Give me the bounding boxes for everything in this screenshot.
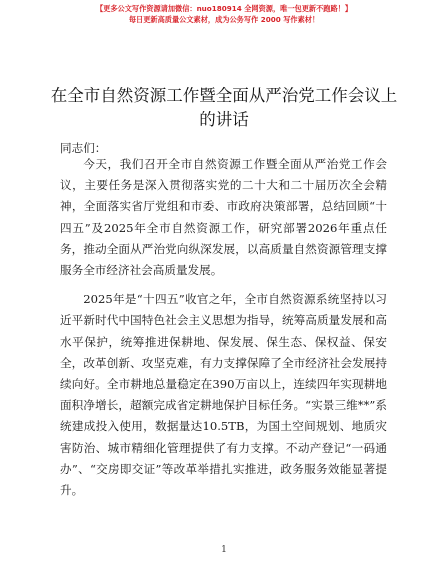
page-number: 1: [221, 545, 227, 555]
document-body: [60, 154, 387, 501]
paragraph-1: 今天，我们召开全市自然资源工作暨全面从严治党工作会议，主要任务是深入贯彻落实党的二十大和二十届历次全会精神，全面落实省厅党组和市委、市政府决策部署，总结回顾“十四五”及2025年全市自然资源工作，研究部署2026年重点任务，推动全面从严治党向纵深发展，以高质量自然资源管理支撑服务全市经济社会高质量发展。: [60, 157, 387, 278]
paragraph-2: 2025年是“十四五”收官之年，全市自然资源系统坚持以习近平新时代中国特色社会主义思想为指导，统筹高质量发展和高水平保护，统筹推进保耕地、保发展、保生态、保权益、保安全，改革创新、攻坚克难，有力支撑保障了全市经济社会发展持续向好。全市耕地总量稳定在390万亩以上，连续四年实现耕地面积净增长，超额完成省定耕地保护目标任务。“实景三维**”系统建成投入使用，数据量达10.5TB，为国土空间规划、地质灾害防治、城市精细化管理提供了有力支撑。不动产登记“一码通办”、“交房即交证”等改革举措扎实推进，政务服务效能显著提升。: [60, 292, 387, 498]
promo-banner-line-1: 【更多公文写作资源请加微信：nuo180914 全网资源，唯一包更新不跑路！】: [95, 4, 353, 13]
promo-banner: [0, 3, 448, 25]
document-title: 在全市自然资源工作暨全面从严治党工作会议上的讲话: [50, 86, 398, 129]
salutation: 同志们：: [60, 141, 107, 155]
promo-banner-line-2: 每日更新高质量公文素材，成为公务写作 2000 写作素材！: [128, 15, 320, 24]
